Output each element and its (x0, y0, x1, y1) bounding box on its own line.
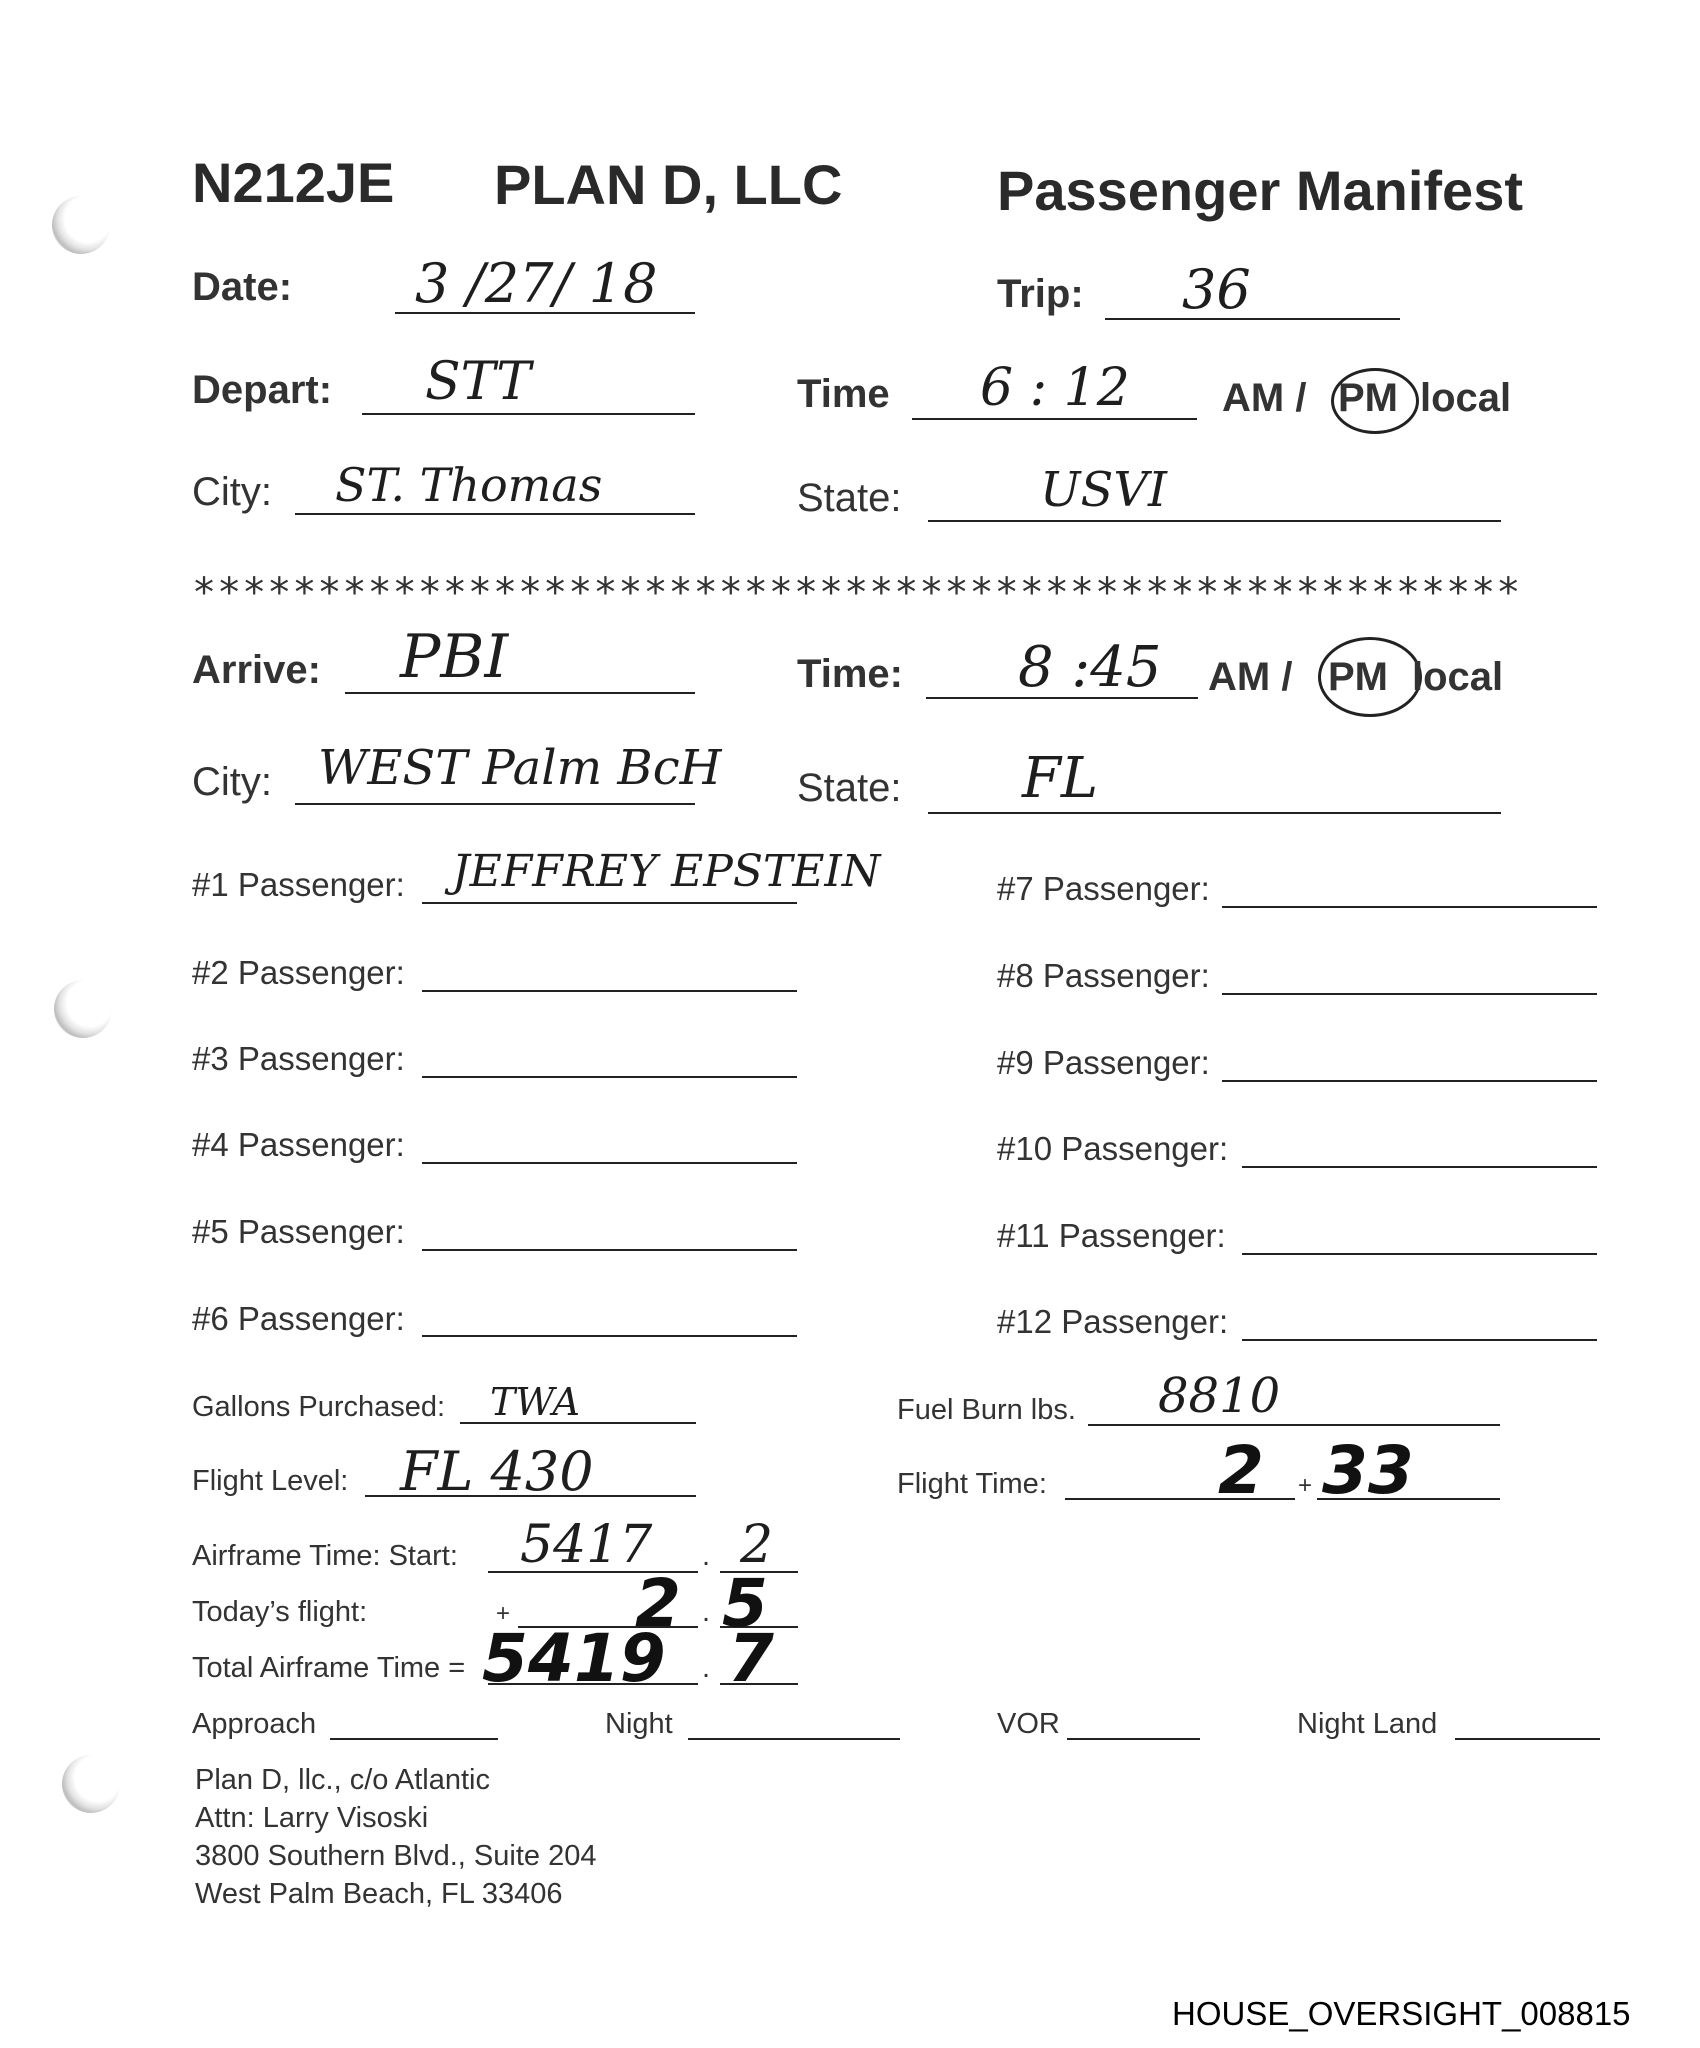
total-airframe-dot: . (702, 1652, 711, 1684)
passenger-5-label: #5 Passenger: (192, 1213, 405, 1250)
passenger-6-line (422, 1335, 797, 1337)
depart-time-line (912, 418, 1197, 420)
passenger-10-label: #10 Passenger: (997, 1130, 1229, 1167)
arrive-state-line (928, 812, 1501, 814)
passenger-11-label: #11 Passenger: (997, 1217, 1226, 1254)
approach-line (330, 1738, 498, 1740)
arrive-time-value[interactable]: 8 :45 (1018, 635, 1162, 700)
passenger-12-label: #12 Passenger: (997, 1303, 1229, 1340)
arrive-time-label: Time: (797, 652, 903, 696)
todays-flight-whole[interactable]: 2 (635, 1565, 681, 1642)
passenger-2-line (422, 990, 797, 992)
arrive-label: Arrive: (192, 648, 321, 692)
depart-am-label: AM / (1222, 376, 1307, 420)
depart-state-label: State: (797, 476, 902, 520)
fuel-burn-label: Fuel Burn lbs. (897, 1394, 1076, 1426)
passenger-7-label: #7 Passenger: (997, 870, 1210, 907)
todays-flight-label: Today’s flight: (192, 1596, 368, 1628)
depart-state-line (928, 520, 1501, 522)
passenger-9-label: #9 Passenger: (997, 1044, 1210, 1081)
arrive-state-label: State: (797, 766, 902, 810)
passenger-7-line (1222, 906, 1597, 908)
gallons-purchased-label: Gallons Purchased: (192, 1391, 446, 1423)
trip-value[interactable]: 36 (1182, 258, 1251, 321)
depart-value[interactable]: STT (425, 352, 531, 412)
address-line-4: West Palm Beach, FL 33406 (195, 1878, 563, 1910)
tail-number: N212JE (192, 151, 395, 214)
todays-flight-plus: + (496, 1600, 511, 1627)
fuel-burn-line (1088, 1424, 1500, 1426)
arrive-city-value[interactable]: WEST Palm BcH (318, 740, 722, 796)
flight-time-separator: + (1298, 1472, 1313, 1499)
passenger-8-line (1222, 993, 1597, 995)
passenger-4-label: #4 Passenger: (192, 1126, 405, 1163)
passenger-10-line (1242, 1166, 1597, 1168)
night-land-line (1455, 1738, 1600, 1740)
page-title: Passenger Manifest (997, 159, 1523, 222)
airframe-start-dot: . (702, 1540, 711, 1572)
passenger-12-line (1242, 1339, 1597, 1341)
arrive-city-label: City: (192, 760, 272, 804)
company-name: PLAN D, LLC (494, 153, 843, 216)
trip-label: Trip: (997, 272, 1084, 316)
flight-time-label: Flight Time: (897, 1468, 1047, 1500)
depart-city-line (295, 513, 695, 515)
flight-time-hours-value[interactable]: 2 (1218, 1432, 1264, 1509)
todays-flight-dot: . (702, 1596, 711, 1628)
passenger-3-label: #3 Passenger: (192, 1040, 405, 1077)
total-airframe-tenth[interactable]: 7 (728, 1620, 774, 1697)
date-value[interactable]: 3 /27/ 18 (415, 252, 658, 315)
passenger-5-line (422, 1249, 797, 1251)
date-label: Date: (192, 265, 293, 309)
passenger-2-label: #2 Passenger: (192, 954, 405, 991)
arrive-state-value[interactable]: FL (1022, 746, 1099, 811)
arrive-pm-selected-circle (1318, 637, 1422, 717)
passenger-1-label: #1 Passenger: (192, 866, 405, 903)
arrive-am-label: AM / (1208, 655, 1293, 699)
passenger-9-line (1222, 1080, 1597, 1082)
passenger-11-line (1242, 1253, 1597, 1255)
airframe-start-tenth[interactable]: 2 (740, 1515, 774, 1575)
section-separator: ***************************************************** (192, 570, 1522, 616)
binder-hole-middle (54, 980, 112, 1038)
trip-line (1105, 318, 1400, 320)
depart-local-label: local (1420, 376, 1512, 420)
depart-line (362, 413, 695, 415)
binder-hole-bottom (62, 1755, 120, 1813)
depart-label: Depart: (192, 368, 333, 412)
depart-pm-selected-circle (1331, 368, 1419, 434)
passenger-8-label: #8 Passenger: (997, 957, 1210, 994)
flight-level-label: Flight Level: (192, 1465, 349, 1497)
depart-time-value[interactable]: 6 : 12 (980, 358, 1130, 418)
binder-hole-top (52, 196, 110, 254)
gallons-purchased-value[interactable]: TWA (490, 1380, 580, 1424)
depart-pm-label: PM (1338, 376, 1398, 420)
depart-city-label: City: (192, 470, 272, 514)
flight-time-minutes-value[interactable]: 33 (1322, 1432, 1414, 1509)
night-land-label: Night Land (1297, 1708, 1438, 1740)
depart-city-value[interactable]: ST. Thomas (335, 458, 603, 512)
todays-flight-tenth[interactable]: 5 (722, 1565, 768, 1642)
passenger-1-value[interactable]: JEFFREY EPSTEIN (452, 846, 881, 897)
arrive-city-line (295, 803, 695, 805)
arrive-value[interactable]: PBI (400, 622, 509, 692)
total-airframe-label: Total Airframe Time = (192, 1652, 466, 1684)
address-line-2: Attn: Larry Visoski (195, 1802, 429, 1834)
arrive-line (345, 692, 695, 694)
passenger-1-line (422, 902, 797, 904)
fuel-burn-value[interactable]: 8810 (1158, 1368, 1281, 1424)
airframe-start-label: Airframe Time: Start: (192, 1540, 458, 1572)
passenger-3-line (422, 1076, 797, 1078)
night-line (688, 1738, 900, 1740)
passenger-4-line (422, 1162, 797, 1164)
flight-level-value[interactable]: FL 430 (400, 1440, 594, 1503)
passenger-6-label: #6 Passenger: (192, 1300, 405, 1337)
depart-state-value[interactable]: USVI (1040, 462, 1167, 518)
arrive-local-label: local (1412, 655, 1504, 699)
total-airframe-whole[interactable]: 5419 (482, 1620, 666, 1697)
approach-label: Approach (192, 1708, 317, 1740)
address-line-3: 3800 Southern Blvd., Suite 204 (195, 1840, 597, 1872)
night-label: Night (605, 1708, 673, 1740)
arrive-pm-label: PM (1328, 655, 1388, 699)
vor-line (1067, 1738, 1200, 1740)
airframe-start-whole[interactable]: 5417 (520, 1515, 653, 1575)
depart-time-label: Time (797, 372, 890, 416)
address-line-1: Plan D, llc., c/o Atlantic (195, 1764, 490, 1796)
vor-label: VOR (997, 1708, 1060, 1740)
bates-number: HOUSE_OVERSIGHT_008815 (1172, 1995, 1631, 2032)
